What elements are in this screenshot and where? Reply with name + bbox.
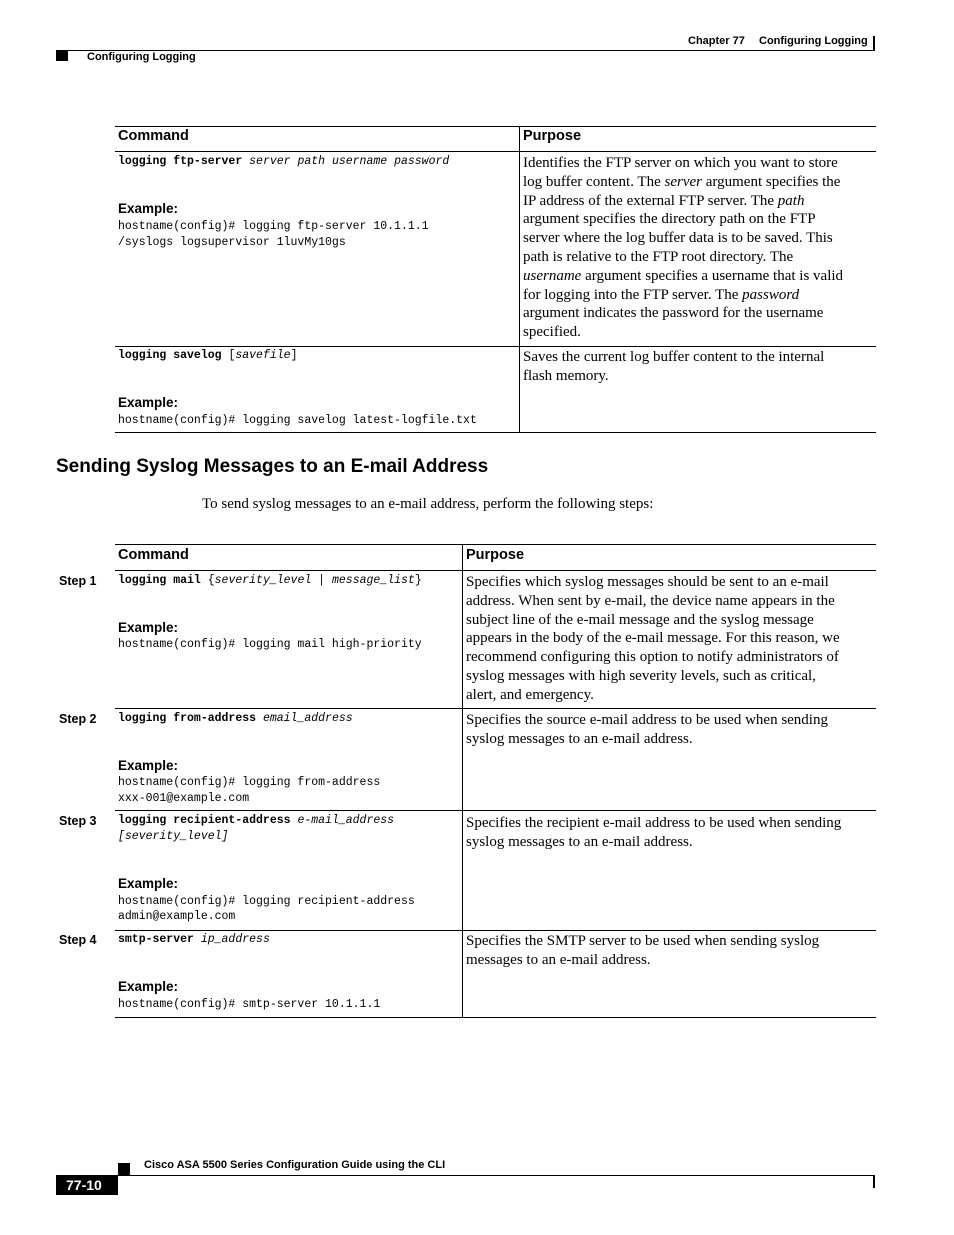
table2-header-command: Command (118, 547, 189, 563)
command-syntax (118, 154, 449, 170)
page-number: 77-10 (66, 1177, 102, 1193)
purpose-line: server where the log buffer data is to be saved. This (523, 230, 833, 247)
page-number-box (56, 1175, 118, 1195)
purpose-line: Saves the current log buffer content to the internal (523, 349, 825, 365)
table2-bottom-rule (115, 1017, 876, 1018)
table1-column-divider (519, 126, 520, 433)
purpose-line: for logging into the FTP server. The password (523, 286, 800, 303)
purpose-text (523, 154, 843, 342)
purpose-line: log buffer content. The server argument specifies the (523, 173, 841, 190)
example-label: Example: (118, 876, 179, 891)
table1-top-rule (115, 126, 876, 127)
table2-header-purpose: Purpose (466, 547, 525, 563)
table1-header-purpose: Purpose (523, 128, 582, 144)
example-label: Example: (118, 979, 179, 994)
header-marker-square (56, 51, 68, 61)
example-code-line: hostname(config)# logging from-address (118, 776, 381, 789)
purpose-line: subject line of the e-mail message and the syslog message (466, 611, 814, 628)
table1-header-rule (115, 151, 876, 152)
step-label: Step 4 (59, 933, 97, 947)
example-label: Example: (118, 620, 179, 635)
command-syntax: logging mail {severity_level | message_list} (118, 574, 422, 587)
intro-paragraph: To send syslog messages to an e-mail address, perform the following steps: (202, 496, 654, 512)
command-keyword: logging mail (118, 574, 201, 587)
purpose-line: Specifies which syslog messages should be sent to an e-mail (466, 574, 829, 590)
step-label: Step 3 (59, 814, 97, 828)
purpose-line: syslog messages with high severity levels, such as critical, (466, 667, 816, 684)
purpose-line: messages to an e-mail address. (466, 951, 651, 968)
example-label: Example: (118, 201, 179, 216)
table2-row-rule (115, 708, 876, 709)
section-heading: Sending Syslog Messages to an E-mail Address (56, 456, 489, 477)
command-syntax: smtp-server ip_address (118, 933, 270, 946)
command-syntax: logging from-address email_address (118, 712, 353, 725)
purpose-text (466, 573, 840, 705)
command-arguments: savefile (235, 349, 291, 362)
footer-rule (56, 1175, 875, 1176)
example-label: Example: (118, 758, 179, 773)
command-syntax: logging recipient-address e-mail_address (118, 814, 395, 827)
header-chapter: Chapter 77 (688, 35, 745, 47)
example-code-line: hostname(config)# smtp-server 10.1.1.1 (118, 998, 381, 1011)
purpose-line: argument indicates the password for the username (523, 305, 824, 322)
table1-header-command: Command (118, 128, 189, 144)
example-code-line: /syslogs logsupervisor 1luvMy10gs (118, 236, 346, 249)
purpose-line: Specifies the source e-mail address to be used when sending (466, 712, 828, 728)
header-chapter-title: Configuring Logging (759, 35, 868, 47)
purpose-line: appears in the body of the e-mail message. For this reason, we (466, 630, 840, 647)
command-keyword: logging from-address (118, 712, 257, 725)
table2-header-rule (115, 570, 876, 571)
table2-row-rule (115, 930, 876, 931)
purpose-line: flash memory. (523, 367, 609, 384)
purpose-line: alert, and emergency. (466, 686, 594, 703)
example-code-line: hostname(config)# logging savelog latest-logfile.txt (118, 414, 477, 427)
purpose-line: specified. (523, 324, 581, 341)
header-section-title: Configuring Logging (87, 51, 196, 63)
purpose-text (466, 711, 828, 749)
example-code-line: hostname(config)# logging ftp-server 10.1.1.1 (118, 220, 429, 233)
footer-guide-title: Cisco ASA 5500 Series Configuration Guide using the CLI (144, 1159, 446, 1171)
example-code-line: xxx-001@example.com (118, 792, 250, 805)
command-keyword: logging ftp-server (118, 155, 243, 168)
purpose-line: syslog messages to an e-mail address. (466, 730, 693, 747)
purpose-line: Identifies the FTP server on which you want to store (523, 155, 838, 171)
footer-right-bar (873, 1176, 875, 1188)
purpose-line: IP address of the external FTP server. The path (523, 192, 805, 209)
command-arguments: server path username password (249, 155, 450, 168)
step-label: Step 1 (59, 574, 97, 588)
example-code-line: hostname(config)# logging mail high-priority (118, 638, 422, 651)
table1-bottom-rule (115, 432, 876, 433)
purpose-line: path is relative to the FTP root directory. The (523, 248, 794, 265)
example-code-line: hostname(config)# logging recipient-address (118, 895, 415, 908)
header-right-bar (873, 36, 875, 50)
command-syntax-continued: [severity_level] (118, 830, 229, 843)
purpose-text (466, 932, 819, 970)
example-label: Example: (118, 395, 179, 410)
purpose-line: username argument specifies a username that is valid (523, 267, 844, 284)
purpose-text (523, 348, 824, 386)
purpose-text (466, 814, 841, 852)
purpose-line: syslog messages to an e-mail address. (466, 833, 693, 850)
table1-row-rule (115, 346, 876, 347)
table2-column-divider (462, 544, 463, 1017)
table2-row-rule (115, 810, 876, 811)
table2-top-rule (115, 544, 876, 545)
purpose-line: Specifies the recipient e-mail address to be used when sending (466, 815, 842, 831)
purpose-line: Specifies the SMTP server to be used when sending syslog (466, 933, 820, 949)
purpose-line: argument specifies the directory path on the FTP (523, 211, 816, 228)
purpose-line: recommend configuring this option to notify administrators of (466, 649, 839, 666)
example-code-line: admin@example.com (118, 910, 236, 923)
step-label: Step 2 (59, 712, 97, 726)
footer-marker-square (118, 1163, 130, 1175)
command-keyword: smtp-server (118, 933, 194, 946)
command-syntax: logging savelog [savefile] (118, 349, 298, 362)
command-keyword: logging savelog (118, 349, 222, 362)
purpose-line: address. When sent by e-mail, the device name appears in the (466, 592, 835, 609)
command-keyword: logging recipient-address (118, 814, 291, 827)
